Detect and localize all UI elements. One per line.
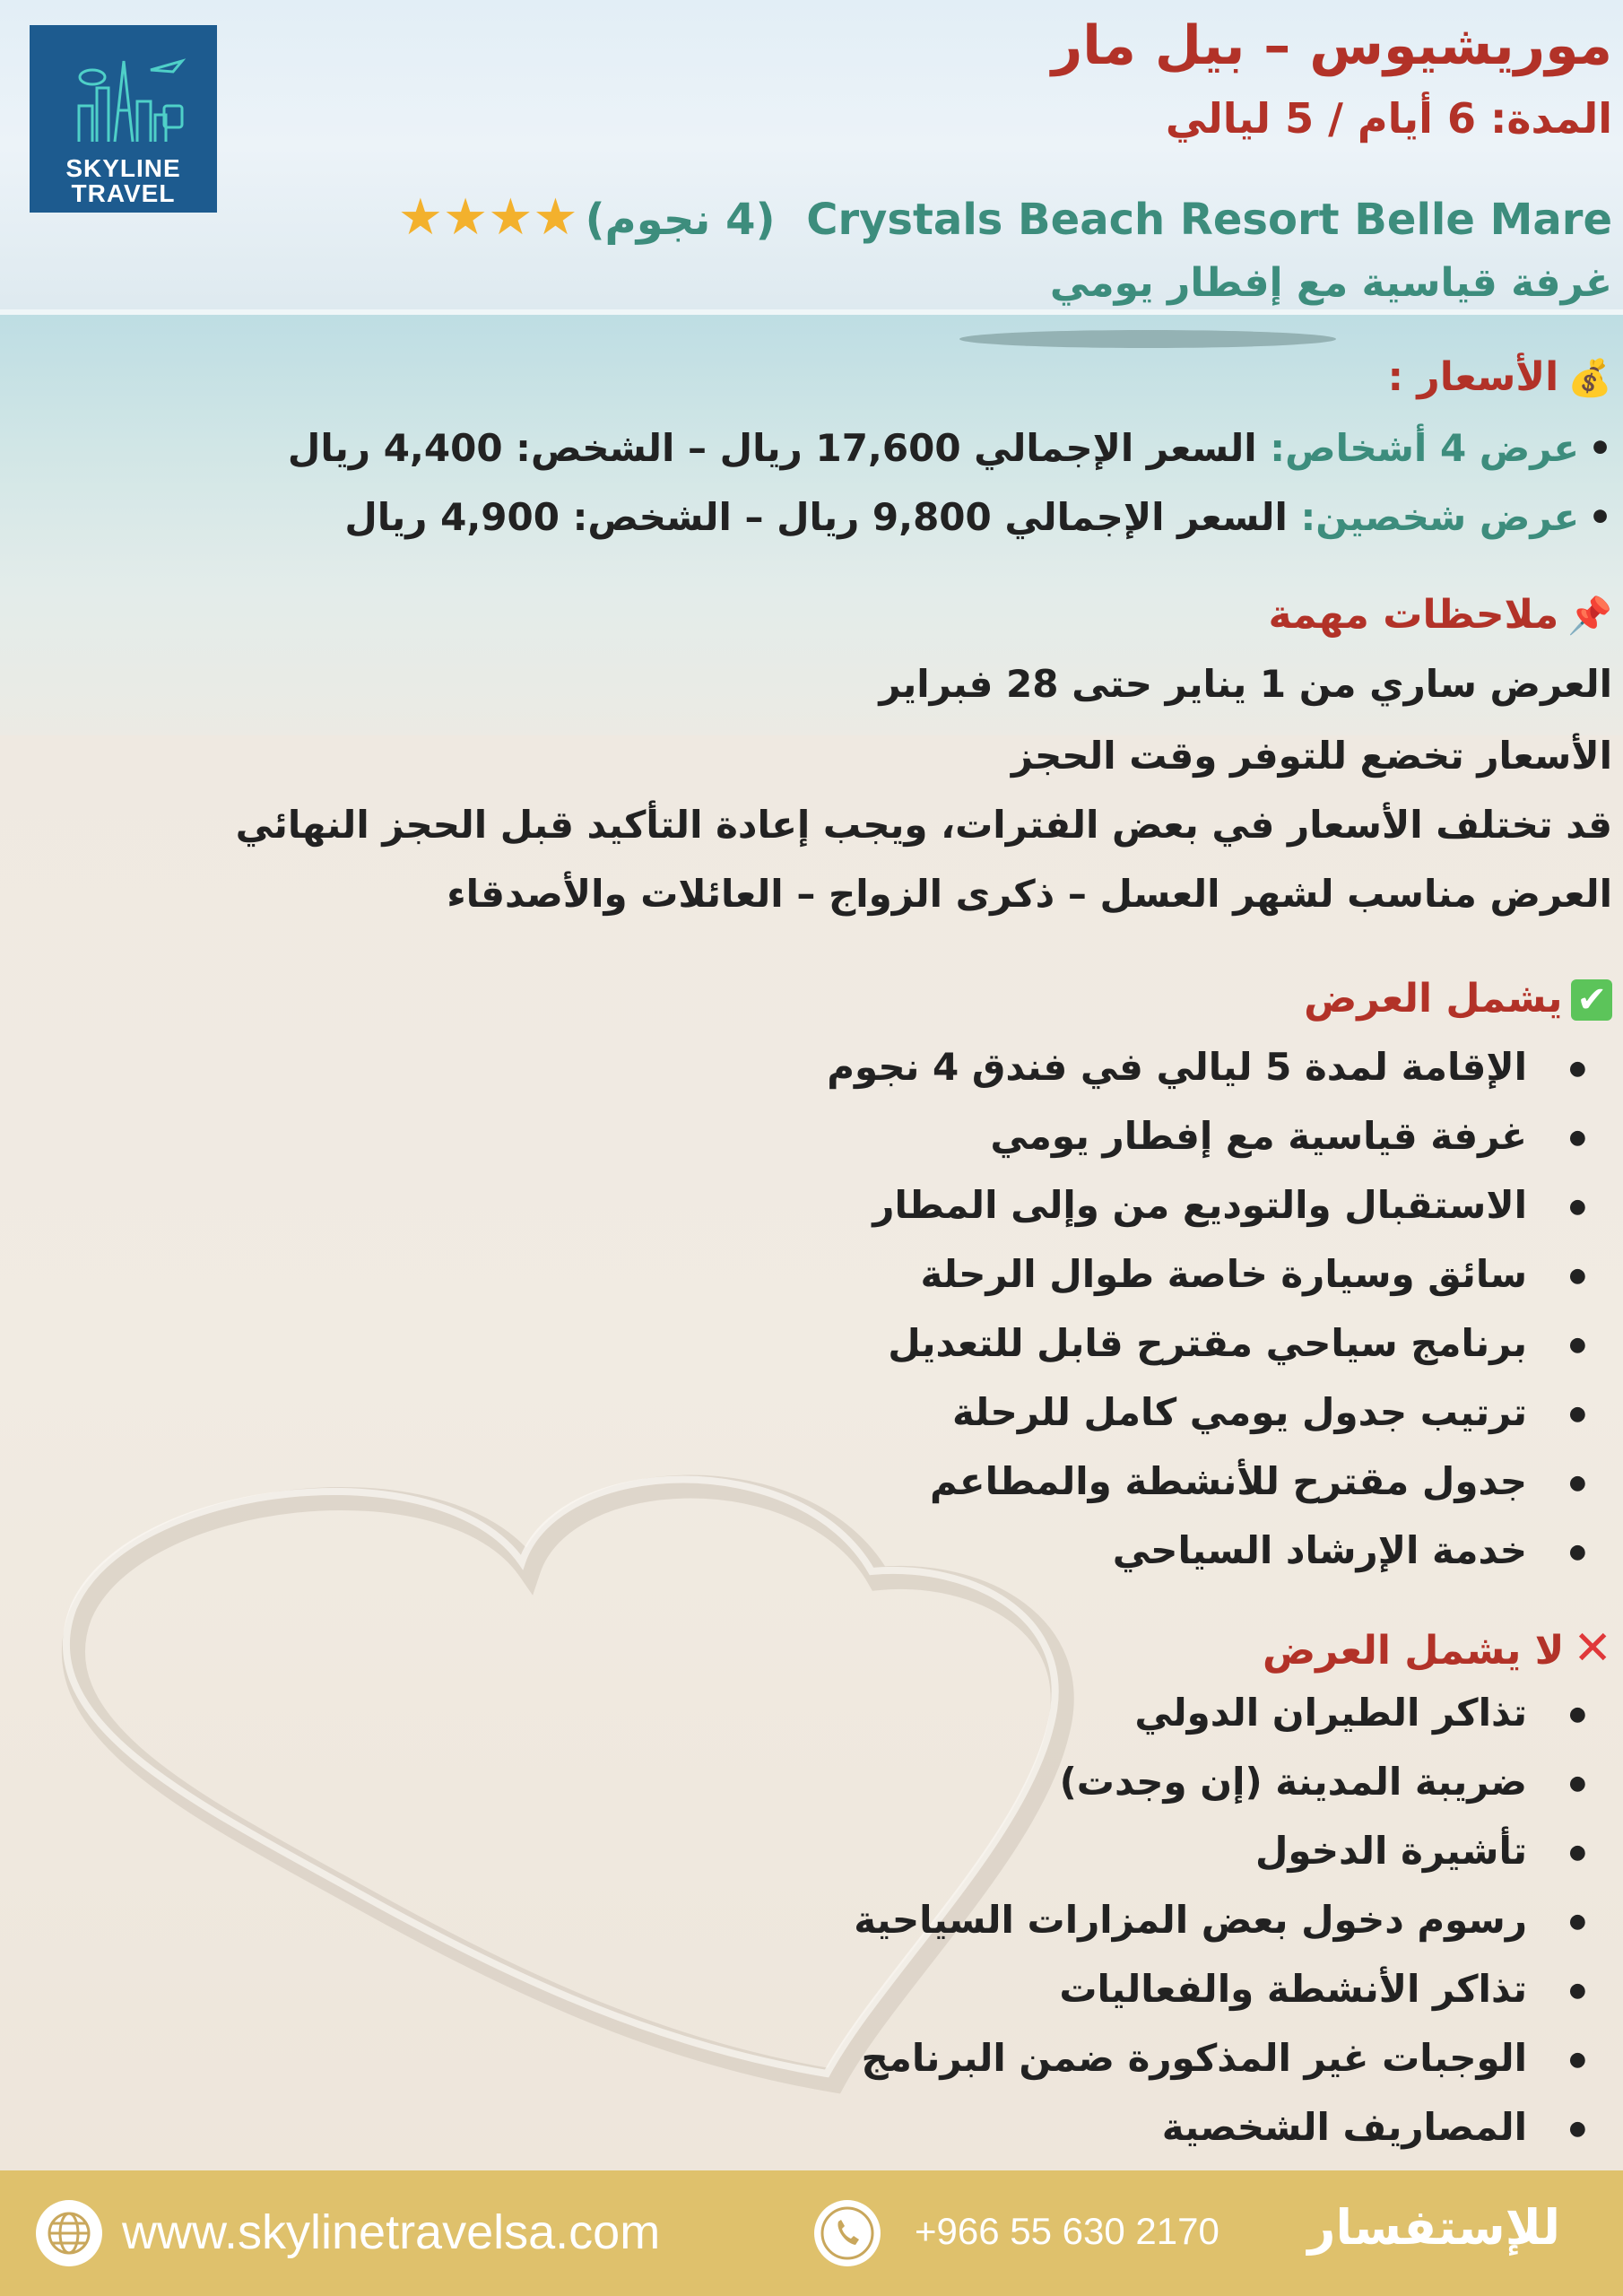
- pushpin-icon: 📌: [1567, 596, 1612, 637]
- logo-word-travel: TRAVEL: [71, 179, 176, 207]
- contact-footer: [0, 2170, 1623, 2296]
- skyline-travel-logo: [30, 25, 217, 213]
- price-offer-2-persons: [344, 495, 1612, 539]
- excluded-item: ● ضريبة المدينة (إن وجدت): [1060, 1760, 1527, 1804]
- bullet-icon: •: [1588, 426, 1612, 470]
- inquiry-label: للإستفسار: [1307, 2199, 1560, 2256]
- notes-heading-text: ملاحظات مهمة: [1268, 592, 1559, 638]
- included-item: ● الاستقبال والتوديع من وإلى المطار: [872, 1183, 1527, 1227]
- hotel-line: [398, 188, 1612, 247]
- included-item: ● الإقامة لمدة 5 ليالي في فندق 4 نجوم: [827, 1045, 1527, 1089]
- includes-heading: [1304, 976, 1612, 1022]
- horizon-line: [0, 309, 1623, 315]
- city-skyline-icon: [30, 25, 217, 151]
- check-mark-icon: ✔: [1571, 979, 1612, 1021]
- excludes-heading: [1263, 1622, 1612, 1675]
- excluded-item: ● رسوم دخول بعض المزارات السياحية: [854, 1898, 1527, 1942]
- phone-number[interactable]: +966 55 630 2170: [915, 2210, 1219, 2252]
- excluded-item: ● تذاكر الأنشطة والفعاليات: [1059, 1967, 1527, 2011]
- price-offer-label: عرض شخصين:: [1300, 495, 1580, 539]
- note-item: العرض مناسب لشهر العسل – ذكرى الزواج – العائلات والأصدقاء: [447, 872, 1612, 916]
- sea: [0, 309, 1623, 776]
- trip-duration: المدة: 6 أيام / 5 ليالي: [1165, 94, 1612, 143]
- excluded-item: ● المصاريف الشخصية: [1162, 2105, 1527, 2149]
- website-link[interactable]: www.skylinetravelsa.com: [122, 2205, 661, 2259]
- price-offer-detail: السعر الإجمالي 9,800 ريال – الشخص: 4,900 ريال: [344, 495, 1301, 539]
- phone-icon: [814, 2200, 881, 2266]
- excludes-heading-text: لا يشمل العرض: [1262, 1628, 1565, 1674]
- includes-heading-text: يشمل العرض: [1304, 976, 1563, 1022]
- prices-heading-text: الأسعار :: [1387, 354, 1559, 400]
- price-offer-detail: السعر الإجمالي 17,600 ريال – الشخص: 4,400 ريال: [287, 426, 1271, 470]
- hotel-name: Crystals Beach Resort Belle Mare: [806, 195, 1612, 245]
- price-offer-4-persons: [288, 426, 1612, 470]
- included-item: ● غرفة قياسية مع إفطار يومي: [990, 1114, 1527, 1158]
- destination-title: موريشيوس – بيل مار: [1051, 14, 1612, 77]
- note-item: العرض ساري من 1 يناير حتى 28 فبراير: [879, 662, 1612, 706]
- excluded-item: ● تذاكر الطيران الدولي: [1134, 1691, 1527, 1735]
- note-item: قد تختلف الأسعار في بعض الفترات، ويجب إعادة التأكيد قبل الحجز النهائي: [235, 803, 1612, 847]
- logo-word-skyline: SKYLINE: [65, 154, 181, 182]
- price-offer-label: عرض 4 أشخاص:: [1270, 426, 1580, 470]
- included-item: ● برنامج سياحي مقترح قابل للتعديل: [888, 1321, 1527, 1365]
- bullet-icon: •: [1588, 495, 1612, 539]
- included-item: ● خدمة الإرشاد السياحي: [1113, 1528, 1527, 1572]
- globe-icon: [36, 2200, 102, 2266]
- sand-heart-drawing: [27, 1435, 1139, 2099]
- stars-rating-icon: ★★★★: [397, 188, 578, 247]
- included-item: ● ترتيب جدول يومي كامل للرحلة: [952, 1390, 1527, 1434]
- notes-heading: [1268, 592, 1612, 638]
- distant-island: [959, 330, 1336, 348]
- cross-mark-icon: ✕: [1573, 1622, 1612, 1675]
- money-bag-icon: 💰: [1567, 358, 1612, 399]
- included-item: ● سائق وسيارة خاصة طوال الرحلة: [921, 1252, 1528, 1296]
- hotel-rating: (4 نجوم): [585, 195, 776, 245]
- included-item: ● جدول مقترح للأنشطة والمطاعم: [930, 1459, 1527, 1503]
- excluded-item: ● الوجبات غير المذكورة ضمن البرنامج: [862, 2036, 1527, 2080]
- room-type: غرفة قياسية مع إفطار يومي: [1049, 260, 1612, 306]
- prices-heading: [1387, 354, 1612, 400]
- note-item: الأسعار تخضع للتوفر وقت الحجز: [1011, 734, 1612, 778]
- excluded-item: ● تأشيرة الدخول: [1255, 1829, 1527, 1873]
